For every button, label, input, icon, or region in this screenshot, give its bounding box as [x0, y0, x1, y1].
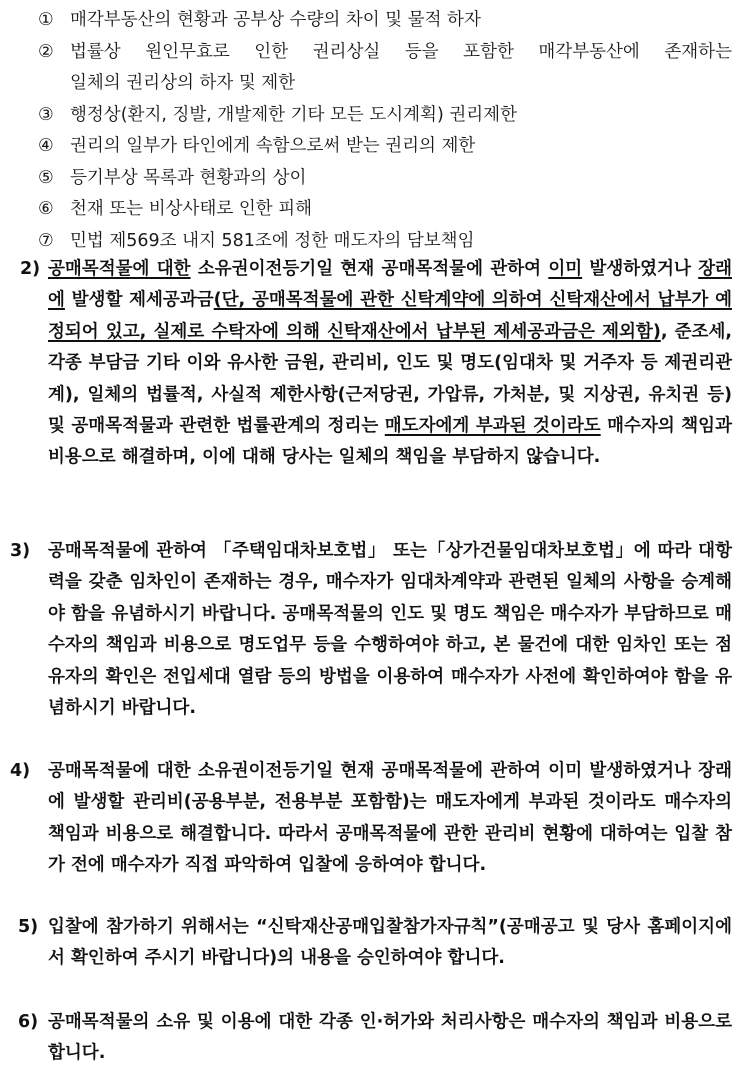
text-run: 공매목적물의 소유 및 이용에 대한 각종 인·허가와 처리사항은 매수자의 책임과 비용으로 합니다.	[48, 1012, 732, 1064]
sub-item-number: ②	[38, 41, 54, 62]
sub-item-number: ⑤	[38, 167, 54, 188]
sub-item-number: ①	[38, 10, 54, 30]
text-run: 매수자의 책임과 비용으로 해결하며, 이에 대해 당사는 일체의 책임을 부담하지 않습니다.	[48, 416, 732, 468]
underlined-text-run: (단, 공매목적물에 관한 신탁계약에 의하여 신탁재산에서 납부가 예정되어 있고, 실제로 수탁자에 의해 신탁재산에서 납부된 제세공과금은 제외함)	[48, 290, 732, 342]
underlined-text-run: 장래에	[48, 259, 732, 311]
item-body	[48, 254, 732, 474]
item-number: 3)	[10, 541, 31, 561]
sub-item-text: 등기부상 목록과 현황과의 상이	[70, 167, 307, 188]
sub-item-text: 행정상(환지, 징발, 개발제한 기타 모든 도시계획) 권리제한	[70, 104, 517, 125]
sub-item-number: ⑥	[38, 199, 54, 219]
sub-item-text: 권리의 일부가 타인에게 속함으로써 받는 권리의 제한	[70, 136, 476, 156]
item-6	[0, 1007, 744, 1070]
sub-item-number: ③	[38, 104, 54, 125]
sub-item	[0, 5, 744, 37]
sub-item	[0, 37, 744, 100]
sub-item-text: 천재 또는 비상사태로 인한 피해	[70, 199, 313, 219]
sub-item	[0, 226, 744, 258]
item-2	[0, 254, 744, 474]
underlined-text-run: 매도자에게 부과된 것이라도	[384, 416, 601, 437]
text-run: 공매목적물에 관하여 「주택임대차보호법」 또는「상가건물임대차보호법」에 따라 대항력을 갖춘 임차인이 존재하는 경우, 매수자가 임대차계약과 관련된 일체의 사항을 승계해야 함을 유념하시기 바랍니다. 공매목적물의 인도 및 명도 책임은 매수자가 부담하므로 매수자의 책임과 비용으로 명도업무 등을 수행하여야 하고, 본 물건에 대한 임차인 또는 점유자의 확인은 전입세대 열람 등의 방법을 이용하여 매수자가 사전에 확인하여야 함을 유념하시기 바랍니다.	[48, 541, 732, 719]
item-3	[0, 536, 744, 724]
text-run: 소유권이전등기일 현재 공매목적물에 관하여	[190, 259, 549, 279]
sub-item-list	[0, 5, 744, 257]
item-number: 4)	[10, 761, 31, 781]
text-run: 발생하였거나	[582, 259, 699, 279]
item-number: 5)	[18, 917, 39, 937]
underlined-text-run: 공매목적물에 대한	[48, 259, 191, 279]
text-run: 입찰에 참가하기 위해서는 “신탁재산공매입찰참가자규칙”(공매공고 및 당사 홈페이지에서 확인하여 주시기 바랍니다)의 내용을 승인하여야 합니다.	[48, 917, 732, 969]
sub-item-text-continued: 일체의 권리상의 하자 및 제한	[70, 73, 296, 93]
item-number: 6)	[18, 1012, 39, 1032]
sub-item	[0, 131, 744, 163]
text-run: 공매목적물에 대한 소유권이전등기일 현재 공매목적물에 관하여 이미 발생하였거나 장래에 발생할 관리비(공용부분, 전용부분 포함함)는 매도자에게 부과된 것이라도 매수자의 책임과 비용으로 해결합니다. 따라서 공매목적물에 관한 관리비 현황에 대하여는 입찰 참가 전에 매수자가 직접 파악하여 입찰에 응하여야 합니다.	[48, 761, 732, 876]
sub-item-text: 법률상 원인무효로 인한 권리상실 등을 포함한 매각부동산에 존재하는	[70, 41, 732, 62]
sub-item	[0, 163, 744, 195]
sub-item	[0, 194, 744, 226]
sub-item	[0, 100, 744, 132]
item-body	[48, 1007, 732, 1070]
item-body	[48, 536, 732, 724]
item-5	[0, 912, 744, 975]
text-run: , 준조세, 각종 부담금 기타 이와 유사한 금원, 관리비, 인도 및 명도(임대차 및 거주자 등 제권리관계), 일체의 법률적, 사실적 제한사항(근저당권, 가압류, 가처분, 및 지상권, 유치권 등) 및 공매목적물과 관련한 법률관계의 정리는	[48, 321, 732, 437]
sub-item-text: 매각부동산의 현황과 공부상 수량의 차이 및 물적 하자	[70, 10, 481, 30]
item-number: 2)	[20, 259, 41, 279]
underlined-text-run: 이미	[548, 259, 583, 279]
text-run: 발생할 제세공과금	[64, 290, 214, 311]
sub-item-number: ⑦	[38, 230, 54, 251]
sub-item-text: 민법 제569조 내지 581조에 정한 매도자의 담보책임	[70, 230, 475, 251]
sub-item-number: ④	[38, 136, 54, 156]
item-4	[0, 756, 744, 882]
item-body	[48, 912, 732, 975]
item-body	[48, 756, 732, 882]
